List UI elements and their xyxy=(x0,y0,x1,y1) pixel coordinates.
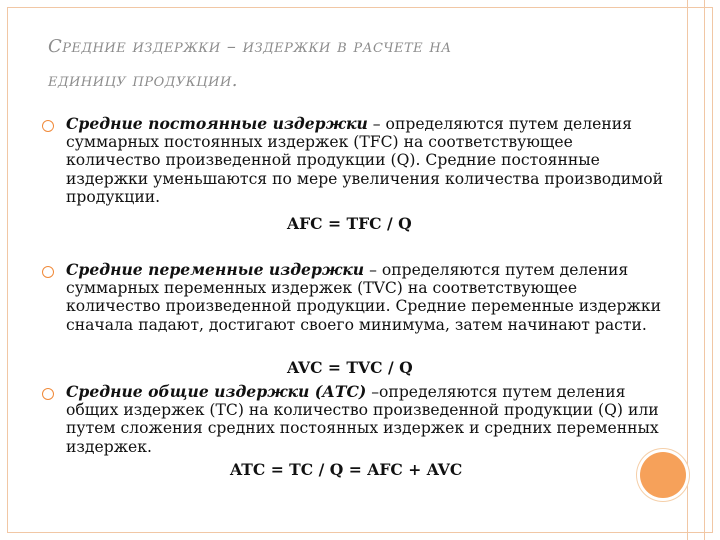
definition-avc: – определяются путем деления суммарных переменных издержек (TVC) на соответствующее количество произведенной продукции. Средние переменные издержки сначала падают, достигают своего минимума, затем начинают расти. xyxy=(66,261,661,334)
bullet-icon xyxy=(42,266,54,278)
list-item-avc xyxy=(66,261,666,334)
formula-avc: AVC = TVC / Q xyxy=(287,358,413,377)
list-item-afc xyxy=(66,115,666,206)
decorative-side-bar xyxy=(687,0,705,540)
slide-title xyxy=(48,30,648,98)
term-avc: Средние переменные издержки xyxy=(66,260,365,279)
definition-atc: –определяются путем деления общих издержек (ТС) на количество произведенной продукции (Q) или путем сложения средних постоянных издержек и средних переменных издержек. xyxy=(66,383,659,456)
title-line-2: единицу продукции. xyxy=(48,70,239,91)
formula-afc: AFC = TFC / Q xyxy=(287,214,412,233)
term-atc: Средние общие издержки (АТС) xyxy=(66,382,367,401)
decorative-circle xyxy=(640,452,686,498)
formula-atc: ATC = TC / Q = AFC + AVC xyxy=(230,460,463,479)
list-item-atc xyxy=(66,383,666,456)
bullet-icon xyxy=(42,388,54,400)
title-line-1: Средние издержки – издержки в расчете на xyxy=(48,36,452,57)
bullet-icon xyxy=(42,120,54,132)
definition-afc: – определяются путем деления суммарных постоянных издержек (TFC) на соответствующее количество произведенной продукции (Q). Средние постоянные издержки уменьшаются по мере увеличения количества производимой продукции. xyxy=(66,115,664,206)
term-afc: Средние постоянные издержки xyxy=(66,114,368,133)
